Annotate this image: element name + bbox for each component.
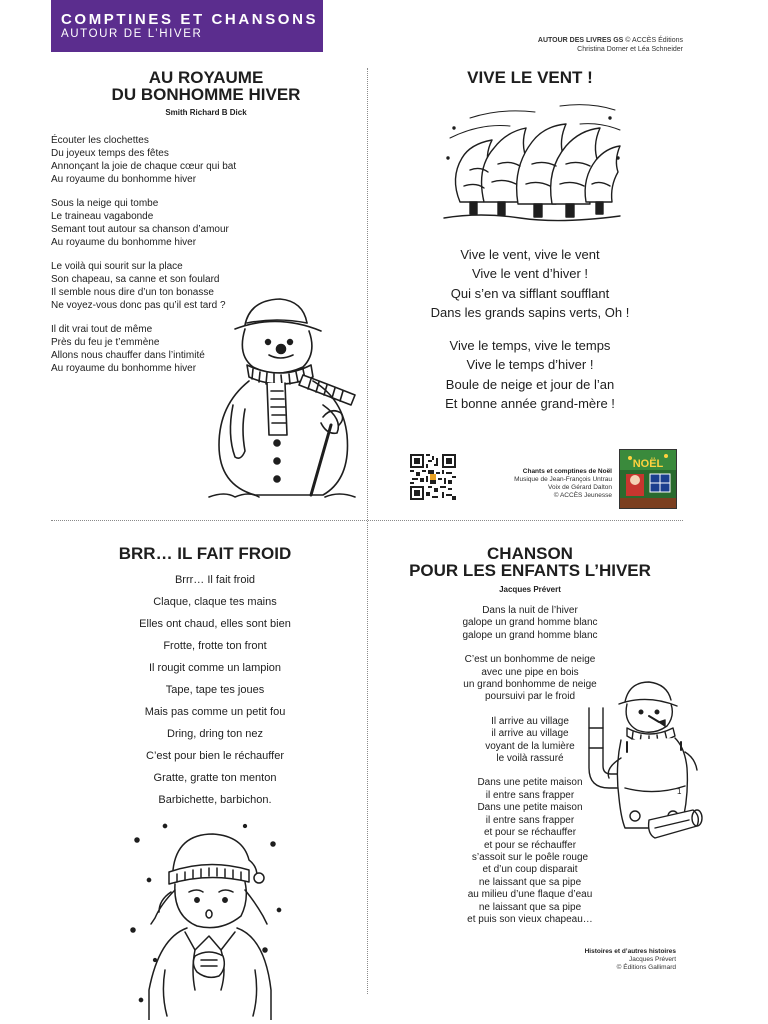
book-author: Jacques Prévert (629, 956, 676, 963)
song-1-title-line-2: DU BONHOMME HIVER (111, 85, 301, 104)
lyric-line: Dans une petite maison (477, 802, 583, 814)
song-2-lyrics (380, 245, 680, 427)
lyric-line: Vive le temps, vive le temps (449, 338, 611, 354)
song-4-title-line-1: CHANSON (487, 544, 573, 563)
lyric-line: Dans les grands sapins verts, Oh ! (430, 304, 630, 320)
cd-cover-image (619, 449, 677, 509)
lyric-line: Qui s’en va sifflant soufflant (450, 285, 610, 301)
lyric-line: Gratte, gratte ton menton (153, 772, 277, 784)
lyric-line: voyant de la lumière (485, 740, 575, 752)
cd-cover-word: NOËL (632, 458, 664, 470)
lyric-line: Sous la neige qui tombe (51, 198, 159, 209)
lyric-line: il entre sans frapper (485, 789, 575, 801)
lyric-line: Son chapeau, sa canne et son foulard (51, 274, 220, 285)
vertical-divider (367, 68, 368, 994)
lyric-line: et pour se réchauffer (483, 839, 577, 851)
lyric-line: Au royaume du bonhomme hiver (51, 174, 197, 185)
book-title: Histoires et d’autres histoires (584, 948, 676, 955)
lyric-line: ne laissant que sa pipe (478, 901, 582, 913)
lyric-line: Près du feu je t’emmène (51, 337, 160, 348)
lyric-line: Claque, claque tes mains (153, 596, 277, 608)
lyric-line: Mais pas comme un petit fou (144, 706, 286, 718)
stanza (51, 134, 281, 186)
lyric-line: Il arrive au village (491, 715, 569, 727)
lyric-line: s’assoit sur le poêle rouge (471, 851, 589, 863)
lyric-line: Vive le temps d’hiver ! (466, 357, 594, 373)
svg-text:1: 1 (677, 787, 682, 796)
lyric-line: Il rougit comme un lampion (148, 662, 282, 674)
lyric-line: Semant tout autour sa chanson d’amour (51, 224, 229, 235)
snowman-illustration (205, 295, 360, 505)
lyric-line: C’est pour bien le réchauffer (146, 750, 284, 762)
lyric-line: le voilà rassuré (496, 753, 564, 765)
lyric-line: et puis son vieux chapeau… (467, 913, 593, 925)
lyric-line: Frotte, frotte ton front (163, 640, 267, 652)
snowman-stove-illustration (585, 678, 705, 846)
lyric-line: il entre sans frapper (485, 814, 575, 826)
lyric-line: Ne voyez-vous donc pas qu’il est tard ? (51, 300, 226, 311)
banner-subtitle: AUTOUR DE L’HIVER (61, 28, 203, 40)
stanza (380, 336, 680, 413)
windy-trees-illustration (440, 98, 625, 226)
series-name: AUTOUR DES LIVRES GS (537, 37, 624, 44)
top-credits (538, 36, 683, 54)
lyric-line: Il semble nous dire d’un ton bonasse (51, 287, 214, 298)
cd-music-credit: Musique de Jean-François Untrau (514, 476, 612, 483)
cold-girl-illustration (125, 820, 285, 1020)
lyric-line: Au royaume du bonhomme hiver (51, 363, 197, 374)
stanza (51, 197, 281, 249)
song-3-title: BRR… IL FAIT FROID (118, 544, 292, 563)
lyric-line: au milieu d’une flaque d’eau (467, 889, 593, 901)
lyric-line: Il dit vrai tout de même (51, 324, 153, 335)
cd-credits (514, 468, 612, 500)
lyric-line: il arrive au village (491, 728, 569, 740)
book-publisher: © Éditions Gallimard (616, 964, 676, 971)
cd-title: Chants et comptines de Noël (522, 468, 612, 475)
lyric-line: Tape, tape tes joues (165, 684, 265, 696)
lyric-line: Dans la nuit de l’hiver (482, 605, 578, 616)
lyric-line: un grand bonhomme de neige (463, 679, 597, 691)
song-4-title (390, 545, 670, 579)
lyric-line: galope un grand homme blanc (462, 617, 598, 629)
song-3-lyrics (110, 569, 320, 811)
authors-line: Christina Dorner et Léa Schneider (577, 46, 683, 53)
stanza (440, 605, 620, 642)
lyric-line: Barbichette, barbichon. (158, 794, 272, 806)
lyric-line: Le voilà qui sourit sur la place (51, 261, 183, 272)
publisher-name: © ACCÈS Éditions (623, 37, 683, 44)
lyric-line: Et bonne année grand-mère ! (445, 396, 615, 412)
song-1-title (71, 69, 341, 103)
lyric-line: Du joyeux temps des fêtes (51, 148, 169, 159)
stanza (380, 245, 680, 322)
lyric-line: Vive le vent, vive le vent (460, 247, 600, 262)
book-credits (585, 948, 676, 972)
song-1-author: Smith Richard B Dick (165, 108, 247, 117)
lyric-line: et pour se réchauffer (483, 827, 577, 839)
song-4-author: Jacques Prévert (499, 585, 561, 594)
song-1-title-line-1: AU ROYAUME (148, 68, 264, 87)
song-2-title: VIVE LE VENT ! (467, 68, 593, 87)
lyric-line: avec une pipe en bois (481, 666, 579, 678)
lyric-line: Vive le vent d’hiver ! (471, 266, 589, 282)
lyric-line: Dans une petite maison (477, 777, 583, 789)
lyric-line: Boule de neige et jour de l’an (445, 376, 615, 392)
lyric-line: Écouter les clochettes (51, 135, 149, 146)
lyric-line: Brrr… Il fait froid (174, 574, 256, 586)
cd-publisher: © ACCÈS Jeunesse (553, 492, 612, 499)
song-4-title-line-2: POUR LES ENFANTS L’HIVER (409, 561, 651, 580)
banner-title: COMPTINES ET CHANSONS (61, 11, 319, 28)
horizontal-divider (51, 520, 683, 521)
lyric-line: et d’un coup disparait (482, 864, 578, 876)
cd-voice-credit: Voix de Gérard Dalton (548, 484, 612, 491)
header-banner (51, 0, 323, 52)
lyric-line: Elles ont chaud, elles sont bien (139, 618, 291, 630)
lyric-line: Le traineau vagabonde (51, 211, 154, 222)
lyric-line: galope un grand homme blanc (462, 629, 598, 641)
lyric-line: Allons nous chauffer dans l’intimité (51, 350, 205, 361)
lyric-line: poursuivi par le froid (484, 691, 576, 703)
qr-code[interactable] (410, 454, 456, 500)
lyric-line: ne laissant que sa pipe (478, 876, 582, 888)
lyric-line: Annonçant la joie de chaque cœur qui bat (51, 161, 237, 172)
lyric-line: Au royaume du bonhomme hiver (51, 237, 197, 248)
lyric-line: Dring, dring ton nez (167, 728, 263, 740)
lyric-line: C’est un bonhomme de neige (464, 654, 596, 666)
